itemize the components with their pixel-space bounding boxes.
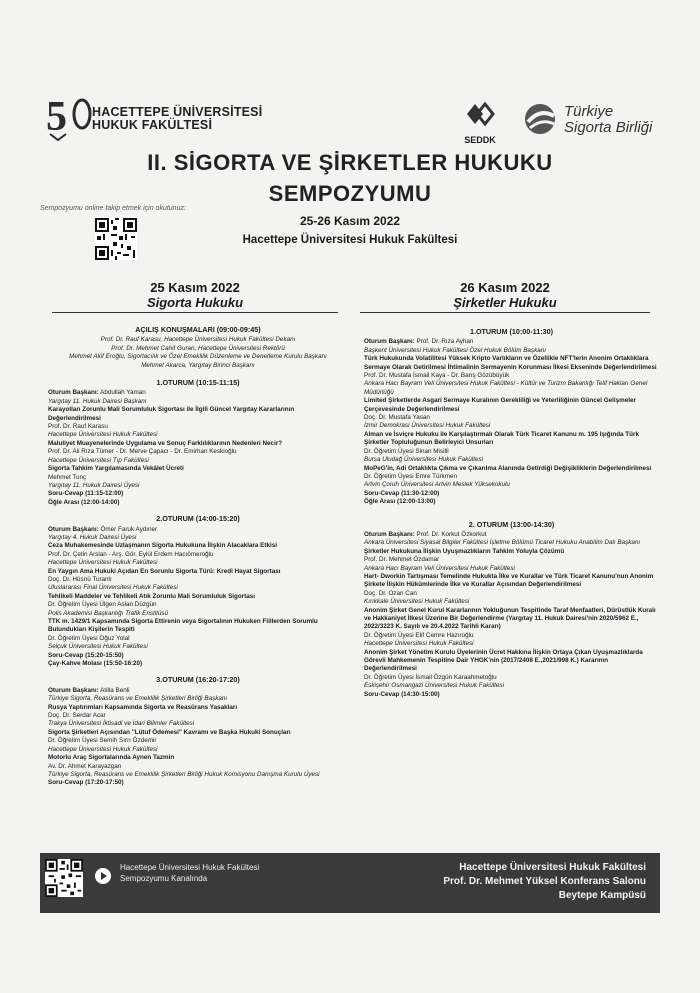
talk-speaker: Prof. Dr. Çetin Arslan - Arş. Gör. Eylül Erdem Hacıömeroğlu: [48, 550, 214, 558]
talk-affiliation: Uluslararası Final Üniversitesi Hukuk Fakültesi: [48, 584, 178, 592]
talk-affiliation: Ankara Hacı Bayram Veli Üniversitesi Hukuk Fakültesi: [364, 564, 515, 572]
talk-affiliation: Hacettepe Üniversitesi Hukuk Fakültesi: [364, 640, 474, 648]
talk-affiliation: Eskişehir Osmangazi Üniversitesi Hukuk Fakültesi: [364, 682, 504, 690]
talk-title: Alman ve İsviçre Hukuku ile Karşılaştırmalı Olarak Türk Ticaret Kanunu m. 195 Işığında Türk Şirketler Topluluğunun Belirleyici Unsurları: [364, 430, 639, 447]
talk-speaker: Doç. Dr. Mustafa Yasan: [364, 414, 430, 422]
opening-speaker: Prof. Dr. Mehmet Cahit Guran, Hacettepe Üniversitesi Rektörü: [111, 344, 285, 352]
event-venue: Hacettepe Üniversitesi Hukuk Fakültesi: [242, 234, 458, 246]
talk-speaker: Dr. Öğretim Üyesi İsmail Özgün Karaahmetoğlu: [364, 673, 497, 681]
talk-affiliation: Polis Akademisi Başkanlığı Trafik Enstitüsü: [48, 609, 169, 617]
chair-name: Ömer Faruk Aydıner: [100, 525, 158, 533]
talk-title: Sigorta Tahkim Yargılamasında Vekâlet Ücreti: [48, 465, 184, 473]
qr-code-footer[interactable]: [45, 859, 83, 897]
talk-title: Hart- Dworkin Tartışması Temelinde Hukukta İlke ve Kurallar ve Türk Ticaret Kanunu'nun Anonim Şirkete İlişkin Hükümlerinde İlke ve Kurallar Açısından Değerlendirilmesi: [364, 572, 654, 589]
session-title: 3.OTURUM (16:20-17:20): [156, 675, 240, 685]
talk-affiliation: Hacettepe Üniversitesi Hukuk Fakültesi: [48, 559, 158, 567]
talk-title: Sigorta Şirketleri Açısından "Lütuf Ödemesi" Kavramı ve Başka Hukuki Sonuçları: [48, 728, 291, 736]
day1-header: [52, 280, 338, 313]
qa-slot: Soru-Cevap (11:30-12:00): [364, 489, 440, 497]
talk-speaker: Prof. Dr. Mehmet Özdamar: [364, 556, 440, 564]
talk-speaker: Dr. Öğretim Üyesi Semih Sırrı Özdemir: [48, 737, 157, 745]
chair-label: Oturum Başkanı:: [364, 530, 415, 538]
venue-line1: Hacettepe Üniversitesi Hukuk Fakültesi: [459, 862, 646, 873]
talk-title: TTK m. 1429/1 Kapsamında Sigorta Ettirenin veya Sigortalının Hukuken Fiillerden Sorumlu Bulundukları Kişilerin Tespiti: [48, 618, 318, 634]
tsb-emblem-icon: [522, 102, 562, 136]
day1-theme: Sigorta Hukuku: [52, 295, 338, 313]
talk-title: Şirketler Hukukuna İlişkin Uyuşmazlıkların Tahkim Yoluyla Çözümü: [364, 547, 565, 555]
talk-affiliation: Hacettepe Üniversitesi Tıp Fakültesi: [48, 456, 149, 464]
chair-name: Atilla Benli: [100, 686, 130, 694]
session-chair: [364, 338, 659, 346]
talk-title: Ceza Muhakemesinde Uzlaşmanın Sigorta Hukukuna İlişkin Alacaklara Etkisi: [48, 542, 277, 550]
talk-speaker: Prof. Dr. Mustafa İsmail Kaya - Dr. Barış Gözübüyük: [364, 372, 510, 380]
talk-title: Türk Hukukunda Volatilitesi Yüksek Kripto Varlıkların ve Özellikle NFT'lerin Anonim Ortaklıklara Sermaye Olarak Getirilmesi İhtimalinin Sermayenin Korunması İlkesi Ekseninde Değerlendirilmesi: [364, 355, 657, 371]
venue-block: [443, 861, 646, 903]
university-name: HACETTEPE ÜNİVERSİTESİ: [92, 105, 263, 119]
talk-speaker: Av. Dr. Ahmet Karayazgan: [48, 762, 122, 770]
day2-theme: Şirketler Hukuku: [360, 295, 650, 313]
chair-name: Prof. Dr. Rıza Ayhan: [416, 338, 474, 346]
talk-speaker: Prof. Dr. Ali Rıza Tümer - Dr. Merve Çapacı - Dr. Emirhan Keskioğlu: [48, 448, 237, 456]
chair-label: Oturum Başkanı:: [48, 525, 99, 533]
chair-affiliation: Yargıtay 11. Hukuk Dairesi Başkanı: [48, 397, 147, 405]
chair-affiliation: Ankara Üniversitesi Siyasal Bilgiler Fakültesi İşletme Bölümü Ticaret Hukuku Anabilim Dalı Başkanı: [364, 539, 641, 547]
online-note: Sempozyumu online takip etmek için okutunuz:: [40, 205, 186, 212]
talk-speaker: Mehmet Tunç: [48, 473, 87, 481]
session-title: 2.OTURUM (14:00-15:20): [156, 514, 240, 524]
talk-title: Limited Şirketlerde Asgari Sermaye Kuralının Gerekliliği ve Yeterliliğinin Güncel Gelişmeler Çerçevesinde Değerlendirilmesi: [364, 397, 636, 413]
seddk-logo: [455, 100, 505, 145]
talk-speaker: Doç. Dr. Hüsnü Turanlı: [48, 575, 112, 583]
talk-title: Rusya Yaptırımları Kapsamında Sigorta ve Reasürans Yasakları: [48, 703, 238, 711]
break-slot: Öğle Arası (12:00-14:00): [48, 498, 120, 506]
chair-label: Oturum Başkanı:: [364, 338, 415, 346]
tsb-logo: [522, 102, 653, 141]
talk-title: Tehlikeli Maddeler ve Tehlikeli Atık Zorunlu Mali Sorumluluk Sigortası: [48, 592, 256, 600]
tsb-line1: Türkiye: [564, 103, 614, 120]
talk-speaker: Dr. Öğretim Üyesi Elif Cemre Hazıroğlu: [364, 631, 474, 639]
opening-speaker: Prof. Dr. Rauf Karasu, Hacettepe Üniversitesi Hukuk Fakültesi Dekanı: [100, 336, 296, 344]
session-title: 1.OTURUM (10:15-11:15): [156, 378, 240, 388]
channel-line2: Sempozyumu Kanalında: [120, 874, 208, 883]
talk-affiliation: Ankara Hacı Bayram Veli Üniversitesi Hukuk Fakültesi - Kültür ve Turizm Bakanlığı Telif Hakları Genel Müdürlüğü: [364, 380, 648, 396]
event-dates: 25-26 Kasım 2022: [299, 214, 401, 228]
chair-label: Oturum Başkanı:: [48, 389, 99, 397]
talk-title: MoPeG'in, Adi Ortaklıkta Çıkma ve Çıkarılma Alanında Getirdiği Değişikliklerin Değerlendirilmesi: [364, 464, 652, 472]
chair-affiliation: Başkent Üniversitesi Hukuk Fakültesi Özel Hukuk Bölüm Başkanı: [364, 346, 546, 354]
session-chair: [48, 389, 348, 397]
talk-title: Motorlu Araç Sigortalarında Aynen Tazmin: [48, 754, 175, 762]
day2-program: [364, 324, 659, 699]
talk-title: En Yaygın Ama Hukuki Açıdan En Sorunlu Sigorta Türü: Kredi Hayat Sigortası: [48, 567, 281, 575]
qa-slot: Soru-Cevap (17:20-17:50): [48, 779, 124, 787]
venue-line2: Prof. Dr. Mehmet Yüksel Konferans Salonu: [443, 876, 646, 887]
talk-speaker: Dr. Öğretim Üyesi Sinan Misilli: [364, 447, 449, 455]
talk-affiliation: Hacettepe Üniversitesi Hukuk Fakültesi: [48, 745, 158, 753]
page-title-line1: II. SİGORTA VE ŞİRKETLER HUKUKU: [147, 150, 553, 175]
talk-affiliation: Trakya Üniversitesi İktisadi ve İdari Bilimler Fakültesi: [48, 720, 195, 728]
talk-speaker: Dr. Öğretim Üyesi Ülgen Aslan Düzgün: [48, 601, 157, 609]
talk-title: Maluliyet Muayenelerinde Uygulama ve Sonuç Farklılıklarının Nedenleri Necir?: [48, 439, 283, 447]
qr-code-top[interactable]: [95, 218, 137, 260]
session-title: 2. OTURUM (13:00-14:30): [468, 519, 555, 529]
channel-line1: Hacettepe Üniversitesi Hukuk Fakültesi: [120, 863, 260, 872]
tsb-line2: Sigorta Birliği: [564, 119, 653, 136]
session-title: 1.OTURUM (10:00-11:30): [469, 327, 554, 336]
qa-slot: Soru-Cevap (14:30-15:00): [364, 690, 440, 698]
session-chair: [48, 526, 348, 534]
talk-title: Anonim Şirket Genel Kurul Kararlarının Yokluğunun Tespitinde Taraf Menfaatleri, Dürüstlük Kuralı ve Hakkaniyet İlkesi Üzerine Bir Değerlendirme (Yargıtay 11. Hukuk Dairesi'nin 2020/5962 E., 2022/3223 K. Sayılı ve 20.4.2022 Tarihli Kararı): [364, 606, 656, 631]
day1-date: 25 Kasım 2022: [150, 280, 240, 295]
chair-affiliation: Türkiye Sigorta, Reasürans ve Emeklilik Şirketleri Birliği Başkanı: [48, 695, 228, 703]
chair-name: Prof. Dr. Korkut Özkorkut: [416, 530, 487, 538]
day1-program: [48, 322, 348, 788]
talk-speaker: Dr. Öğretim Üyesi Emre Türkmen: [364, 472, 457, 480]
break-slot: Öğle Arası (12:00-13:00): [364, 498, 436, 506]
talk-affiliation: İzmir Demokrasi Üniversitesi Hukuk Fakültesi: [364, 422, 491, 430]
talk-title: Anonim Şirket Yönetim Kurulu Üyelerinin Ücret Hakkına İlişkin Ortaya Çıkan Uyuşmazlıklarda Görevli Mahkemenin Tespitine Dair YHGK'nin (2017/2408 E.,2021/998 K.) Kararının Değerlendirilmesi: [364, 648, 643, 673]
day2-date: 26 Kasım 2022: [460, 280, 550, 295]
chair-name: Abdullah Yaman: [100, 389, 146, 397]
chair-affiliation: Yargıtay 4. Hukuk Dairesi Üyesi: [48, 533, 137, 541]
talk-affiliation: Bursa Uludağ Üniversitesi Hukuk Fakültesi: [364, 456, 483, 464]
talk-speaker: Doç. Dr. Serdar Acar: [48, 712, 106, 720]
talk-title: Karayolları Zorunlu Mali Sorumluluk Sigortası ile İlgili Güncel Yargıtay Kararlarının Değerlendirilmesi: [48, 406, 295, 422]
day2-header: [360, 280, 650, 313]
talk-speaker: Prof. Dr. Rauf Karasu: [48, 423, 108, 431]
break-slot: Çay-Kahve Molası (15:50-16:20): [48, 660, 143, 668]
faculty-name: [92, 106, 262, 132]
talk-affiliation: Yargıtay 11. Hukuk Dairesi Üyesi: [48, 481, 140, 489]
footer-bar: [40, 853, 660, 913]
opening-title: AÇILIŞ KONUŞMALARI (09:00-09:45): [135, 325, 261, 334]
chair-label: Oturum Başkanı:: [48, 686, 99, 694]
venue-line3: Beytepe Kampüsü: [558, 890, 646, 901]
talk-affiliation: Selçuk Üniversitesi Hukuk Fakültesi: [48, 643, 148, 651]
seddk-label: SEDDK: [464, 135, 496, 145]
talk-affiliation: Hacettepe Üniversitesi Hukuk Fakültesi: [48, 431, 158, 439]
qa-slot: Soru-Cevap (15:20-15:50): [48, 651, 124, 659]
page-title-line2: SEMPOZYUMU: [268, 181, 432, 206]
talk-affiliation: Türkiye Sigorta, Reasürans ve Emeklilik Şirketleri Birliği Hukuk Komisyonu Danışma Kurulu Üyesi: [48, 770, 320, 778]
talk-affiliation: Artvin Çoruh Üniversitesi Artvin Meslek Yüksekokulu: [364, 481, 510, 489]
session-chair: [48, 687, 348, 695]
talk-speaker: Doç. Dr. Ozan Can: [364, 589, 417, 597]
play-icon[interactable]: [95, 868, 111, 884]
channel-note: [120, 862, 259, 884]
qa-slot: Soru-Cevap (11:15-12:00): [48, 490, 124, 498]
faculty-label: HUKUK FAKÜLTESİ: [92, 118, 213, 132]
talk-speaker: Dr. Öğretim Üyesi Oğuz Yolal: [48, 634, 130, 642]
opening-speaker: Mehmet Akif Eroğlu, Sigortacılık ve Özel Emeklilik Düzenleme ve Denetleme Kurulu Başkanı: [69, 353, 327, 361]
svg-text:5: 5: [46, 94, 67, 140]
opening-speaker: Mehmet Akarca, Yargıtay Birinci Başkanı: [141, 361, 255, 369]
talk-affiliation: Kırıkkale Üniversitesi Hukuk Fakültesi: [364, 598, 470, 606]
